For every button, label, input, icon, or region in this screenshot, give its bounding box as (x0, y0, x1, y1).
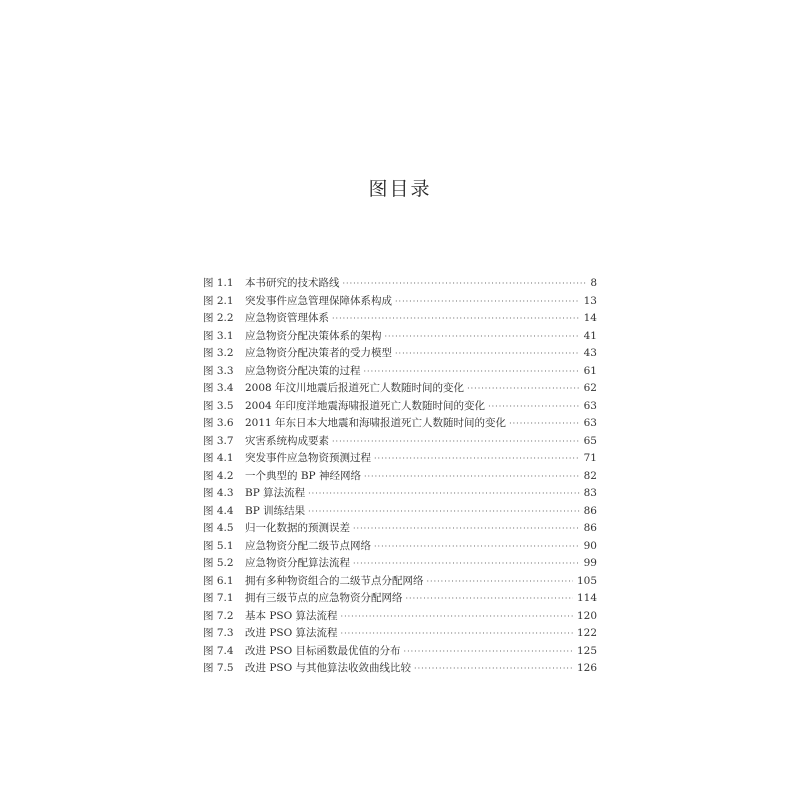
list-item[interactable] (203, 660, 597, 678)
figure-title: 改进 PSO 算法流程 (245, 627, 338, 639)
page-number: 63 (583, 399, 597, 412)
figure-title: 2004 年印度洋地震海啸报道死亡人数随时间的变化 (245, 399, 486, 412)
figure-title: 应急物资分配算法流程 (245, 557, 350, 569)
figure-number: 图 3.3 (203, 364, 234, 377)
figure-number: 图 4.3 (203, 487, 234, 499)
figure-number: 图 7.5 (203, 662, 234, 674)
list-item[interactable] (203, 275, 597, 293)
dot-leader (467, 380, 580, 398)
page-number: 82 (583, 469, 597, 482)
dot-leader (332, 433, 580, 451)
page-number: 65 (583, 434, 597, 447)
figure-title: 一个典型的 BP 神经网络 (245, 469, 361, 482)
page-number: 105 (576, 574, 597, 587)
figure-number: 图 4.5 (203, 522, 234, 534)
list-item[interactable] (203, 555, 597, 573)
page-number: 83 (583, 487, 597, 499)
dot-leader (332, 310, 580, 328)
page-number: 90 (583, 539, 597, 552)
figure-title: 改进 PSO 目标函数最优值的分布 (245, 644, 401, 657)
list-item[interactable] (203, 608, 597, 626)
page-number: 120 (576, 609, 597, 622)
dot-leader (353, 520, 580, 538)
figure-title: 本书研究的技术路线 (245, 277, 340, 289)
dot-leader (374, 538, 580, 556)
list-item[interactable] (203, 293, 597, 311)
dot-leader (343, 275, 587, 293)
page-number: 14 (583, 312, 597, 324)
figure-number: 图 7.2 (203, 609, 234, 622)
list-item[interactable] (203, 468, 597, 486)
page-number: 8 (590, 277, 597, 289)
list-item[interactable] (203, 573, 597, 591)
list-item[interactable] (203, 590, 597, 608)
list-item[interactable] (203, 345, 597, 363)
list-item[interactable] (203, 538, 597, 556)
list-item[interactable] (203, 398, 597, 416)
dot-leader (414, 660, 573, 678)
dot-leader (353, 555, 580, 573)
figure-number: 图 7.4 (203, 644, 234, 657)
page-number: 114 (576, 592, 597, 604)
page-number: 86 (583, 504, 597, 517)
figure-number: 图 4.2 (203, 469, 234, 482)
dot-leader (427, 573, 573, 591)
figure-title: 应急物资分配决策者的受力模型 (245, 347, 392, 359)
page-title: 图目录 (368, 178, 432, 200)
dot-leader (308, 503, 580, 521)
list-item[interactable] (203, 625, 597, 643)
figure-title: 突发事件应急物资预测过程 (245, 452, 371, 464)
dot-leader (406, 590, 573, 608)
figure-title: 应急物资分配二级节点网络 (245, 539, 371, 552)
page-number: 126 (576, 662, 597, 674)
list-item[interactable] (203, 433, 597, 451)
list-item[interactable] (203, 485, 597, 503)
page-number: 43 (583, 347, 597, 359)
dot-leader (341, 608, 573, 626)
dot-leader (374, 450, 580, 468)
dot-leader (364, 363, 580, 381)
figure-title: 归一化数据的预测误差 (245, 522, 350, 534)
page-number: 71 (583, 452, 597, 464)
dot-leader (385, 328, 580, 346)
figure-number: 图 6.1 (203, 574, 234, 587)
figure-number: 图 5.1 (203, 539, 234, 552)
dot-leader (488, 398, 580, 416)
figure-number: 图 3.2 (203, 347, 234, 359)
page-number: 86 (583, 522, 597, 534)
page-number: 63 (583, 417, 597, 429)
list-item[interactable] (203, 643, 597, 661)
figure-number: 图 3.6 (203, 417, 234, 429)
dot-leader (341, 625, 573, 643)
dot-leader (308, 485, 580, 503)
figure-number: 图 3.7 (203, 434, 234, 447)
list-item[interactable] (203, 503, 597, 521)
list-item[interactable] (203, 415, 597, 433)
page-number: 13 (583, 294, 597, 307)
page-number: 125 (576, 644, 597, 657)
figure-title: 突发事件应急管理保障体系构成 (245, 294, 392, 307)
list-item[interactable] (203, 450, 597, 468)
figure-number: 图 2.2 (203, 312, 234, 324)
figure-title: 2011 年东日本大地震和海啸报道死亡人数随时间的变化 (245, 417, 507, 429)
figure-number: 图 4.4 (203, 504, 234, 517)
figure-title: 2008 年汶川地震后报道死亡人数随时间的变化 (245, 382, 465, 394)
page-number: 61 (583, 364, 597, 377)
figure-title: BP 算法流程 (245, 487, 306, 499)
list-item[interactable] (203, 363, 597, 381)
figure-title: 拥有三级节点的应急物资分配网络 (245, 592, 403, 604)
list-item[interactable] (203, 520, 597, 538)
list-item[interactable] (203, 310, 597, 328)
figure-title: 应急物资分配决策的过程 (245, 364, 361, 377)
dot-leader (395, 345, 580, 363)
figure-title: 应急物资分配决策体系的架构 (245, 329, 382, 342)
figure-title: 拥有多种物资组合的二级节点分配网络 (245, 574, 424, 587)
figure-number: 图 3.4 (203, 382, 234, 394)
dot-leader (404, 643, 573, 661)
page-number: 122 (576, 627, 597, 639)
figure-number: 图 3.5 (203, 399, 234, 412)
dot-leader (509, 415, 580, 433)
figure-title: 改进 PSO 与其他算法收敛曲线比较 (245, 662, 412, 674)
list-item[interactable] (203, 328, 597, 346)
list-item[interactable] (203, 380, 597, 398)
page-number: 62 (583, 382, 597, 394)
dot-leader (364, 468, 580, 486)
page-number: 99 (583, 557, 597, 569)
figure-title: 灾害系统构成要素 (245, 434, 329, 447)
figure-title: 基本 PSO 算法流程 (245, 609, 338, 622)
figure-title: BP 训练结果 (245, 504, 306, 517)
figure-number: 图 3.1 (203, 329, 234, 342)
figure-number: 图 7.3 (203, 627, 234, 639)
figure-number: 图 1.1 (203, 277, 234, 289)
dot-leader (395, 293, 580, 311)
figure-number: 图 4.1 (203, 452, 234, 464)
page-number: 41 (583, 329, 597, 342)
figure-list (203, 275, 597, 678)
figure-number: 图 5.2 (203, 557, 234, 569)
figure-title: 应急物资管理体系 (245, 312, 329, 324)
figure-number: 图 2.1 (203, 294, 234, 307)
figure-number: 图 7.1 (203, 592, 234, 604)
